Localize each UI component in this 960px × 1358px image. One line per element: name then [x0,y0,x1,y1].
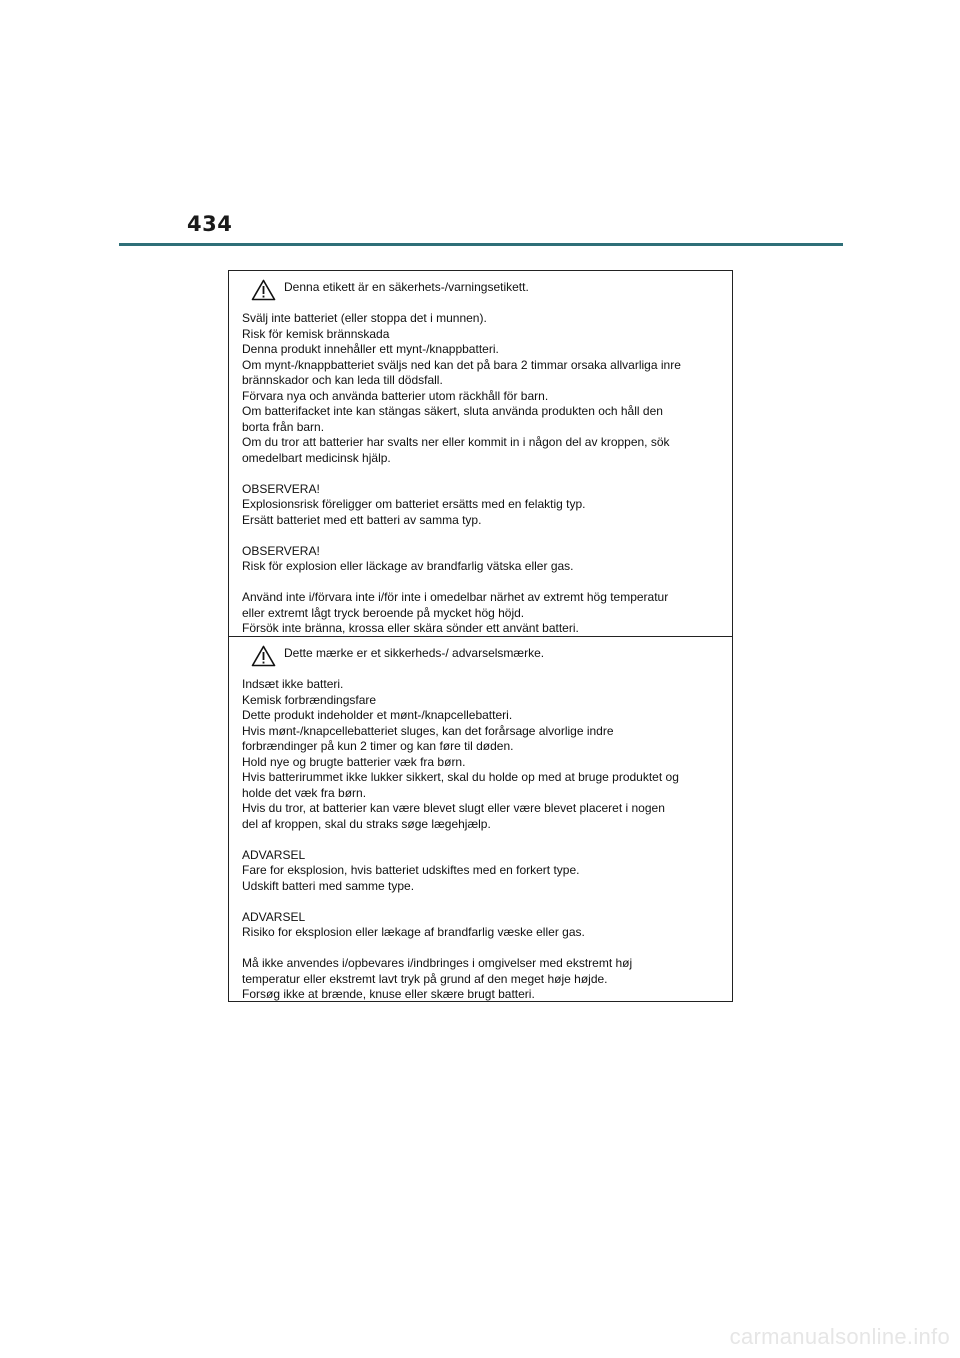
warning-title: Dette mærke er et sikkerheds-/ advarselsmærke. [284,646,545,660]
warning-body [242,677,719,1003]
text-line: forbrændinger på kun 2 timer og kan føre til døden. [242,739,514,753]
text-line: Risk för explosion eller läckage av brandfarlig vätska eller gas. [242,559,574,573]
text-line: Försök inte bränna, krossa eller skära sönder ett använt batteri. [242,621,579,635]
warning-header [242,637,719,665]
text-line: brännskador och kan leda till dödsfall. [242,373,443,387]
text-line: OBSERVERA! [242,543,320,558]
text-line: Må ikke anvendes i/opbevares i/indbringes i omgivelser med ekstremt høj [242,956,633,970]
text-line: ADVARSEL [242,909,306,924]
paragraph [242,590,719,637]
text-line: Använd inte i/förvara inte i/för inte i omedelbar närhet av extremt hög temperatur [242,590,669,604]
warning-header [242,271,719,299]
text-line: eller extremt lågt tryck beroende på mycket hög höjd. [242,605,525,620]
text-line: holde det væk fra børn. [242,785,367,800]
text-line: del af kroppen, skal du straks søge lægehjælp. [242,816,491,831]
text-line: Forsøg ikke at brænde, knuse eller skære brugt batteri. [242,987,535,1001]
text-line: Hold nye og brugte batterier væk fra børn. [242,754,466,769]
text-line: Dette produkt indeholder et mønt-/knapcellebatteri. [242,708,513,722]
paragraph [242,482,719,529]
paragraph [242,910,719,941]
text-line: omedelbart medicinsk hjälp. [242,450,391,465]
text-line: temperatur eller ekstremt lavt tryk på grund af den meget høje højde. [242,971,608,986]
text-line: Kemisk forbrændingsfare [242,692,377,707]
footer-watermark: carmanualsonline.info [729,1324,950,1349]
text-line: Udskift batteri med samme type. [242,878,415,893]
text-line: Explosionsrisk föreligger om batteriet ersätts med en felaktig typ. [242,497,586,511]
text-line: Om batterifacket inte kan stängas säkert, sluta använda produkten och håll den [242,404,663,418]
text-line: ADVARSEL [242,847,306,862]
warning-body [242,311,719,637]
header-rule [119,243,843,246]
text-line: Hvis batterirummet ikke lukker sikkert, skal du holde op med at bruge produktet og [242,770,679,784]
text-line: Förvara nya och använda batterier utom räckhåll för barn. [242,388,549,403]
paragraph [242,544,719,575]
section-swedish [229,271,732,636]
text-line: Fare for eksplosion, hvis batteriet udskiftes med en forkert type. [242,863,580,877]
page-number: 434 [187,212,233,236]
text-line: Om du tror att batterier har svalts ner eller kommit in i någon del av kroppen, sök [242,435,670,449]
text-line: Om mynt-/knappbatteriet sväljs ned kan det på bara 2 timmar orsaka allvarliga inre [242,357,681,372]
paragraph [242,956,719,1003]
section-danish [229,637,732,1001]
text-line: Hvis mønt-/knapcellebatteriet sluges, kan det forårsage alvorlige indre [242,723,614,738]
text-line: OBSERVERA! [242,481,320,496]
paragraph [242,677,719,832]
text-line: Denna produkt innehåller ett mynt-/knappbatteri. [242,342,499,356]
warning-label-box [228,270,733,1002]
text-line: Ersätt batteriet med ett batteri av samma typ. [242,512,482,527]
paragraph [242,311,719,466]
warning-title: Denna etikett är en säkerhets-/varningsetikett. [284,280,529,294]
text-line: Indsæt ikke batteri. [242,677,344,691]
text-line: Risiko for eksplosion eller lækage af brandfarlig væske eller gas. [242,925,585,939]
text-line: borta från barn. [242,419,325,434]
text-line: Hvis du tror, at batterier kan være blevet slugt eller være blevet placeret i nogen [242,801,665,815]
warning-triangle-icon [251,645,276,667]
paragraph [242,848,719,895]
warning-triangle-icon [251,279,276,301]
text-line: Risk för kemisk brännskada [242,326,390,341]
text-line: Svälj inte batteriet (eller stoppa det i munnen). [242,311,487,325]
